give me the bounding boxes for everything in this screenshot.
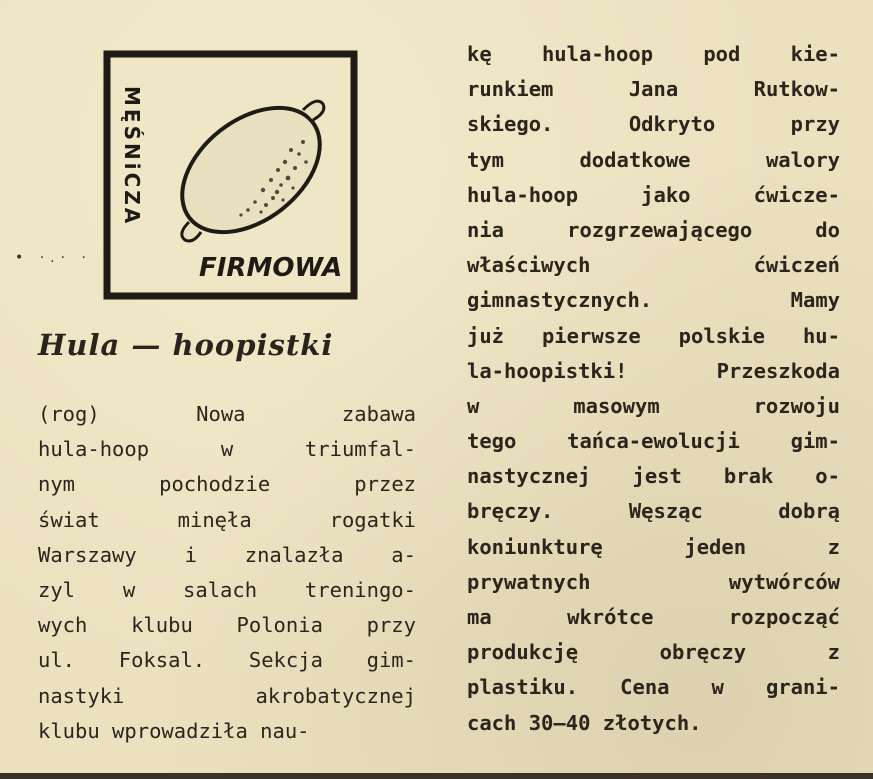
- ink-specks: • ·.· ·: [15, 250, 92, 266]
- text-line: już pierwsze polskie hu-: [467, 323, 840, 348]
- text-line: hula-hoop jako ćwicze-: [467, 182, 840, 207]
- text-line: w masowym rozwoju: [467, 393, 840, 418]
- text-line: prywatnych wytwórców: [467, 569, 840, 594]
- text-line: nia rozgrzewającego do: [467, 217, 840, 242]
- text-line: runkiem Jana Rutkow-: [467, 77, 840, 102]
- text-line: koniunkturę jeden z: [467, 534, 840, 559]
- text-line: gimnastycznych. Mamy: [467, 288, 840, 313]
- text-line: zyl w salach treningo-: [38, 577, 416, 602]
- text-line: właściwych ćwiczeń: [467, 253, 840, 278]
- text-line: ma wkrótce rozpocząć: [467, 605, 840, 629]
- left-column: [38, 397, 416, 749]
- text-line: wych klubu Polonia przy: [38, 613, 416, 638]
- text-line: nym pochodzie przez: [38, 472, 416, 497]
- text-line: cach 30—40 złotych.: [467, 710, 702, 735]
- text-line: la-hoopistki! Przeszkoda: [467, 358, 840, 383]
- text-line: ul. Foksal. Sekcja gim-: [38, 648, 416, 673]
- text-line: Warszawy i znalazła a-: [38, 542, 416, 567]
- text-line: świat minęła rogatki: [38, 507, 416, 532]
- text-line: nastycznej jest brak o-: [467, 464, 840, 489]
- logo-bottom-text: FIRMOWA: [199, 253, 343, 283]
- text-line: skiego. Odkryto przy: [467, 112, 840, 137]
- text-line: nastyki akrobatycznej: [38, 683, 416, 708]
- text-line: produkcję obręczy z: [467, 640, 840, 665]
- text-line: klubu wprowadziła nau-: [38, 718, 310, 743]
- bottom-rule: [0, 773, 873, 779]
- logo-vertical-text: MĘŚNiCZA: [120, 86, 144, 227]
- article-headline: Hula — hoopistki: [38, 328, 334, 362]
- text-line: kę hula-hoop pod kie-: [467, 42, 840, 66]
- text-line: tego tańca-ewolucji gim-: [467, 429, 840, 454]
- text-line: bręczy. Węsząc dobrą: [467, 499, 840, 524]
- lemon-logo: [103, 50, 358, 300]
- right-column: [467, 37, 840, 741]
- lemon-logo-graphic: [103, 50, 358, 300]
- text-line: (rog) Nowa zabawa: [38, 402, 416, 426]
- text-line: tym dodatkowe walory: [467, 147, 840, 172]
- text-line: plastiku. Cena w grani-: [467, 675, 840, 700]
- text-line: hula-hoop w triumfal-: [38, 437, 416, 462]
